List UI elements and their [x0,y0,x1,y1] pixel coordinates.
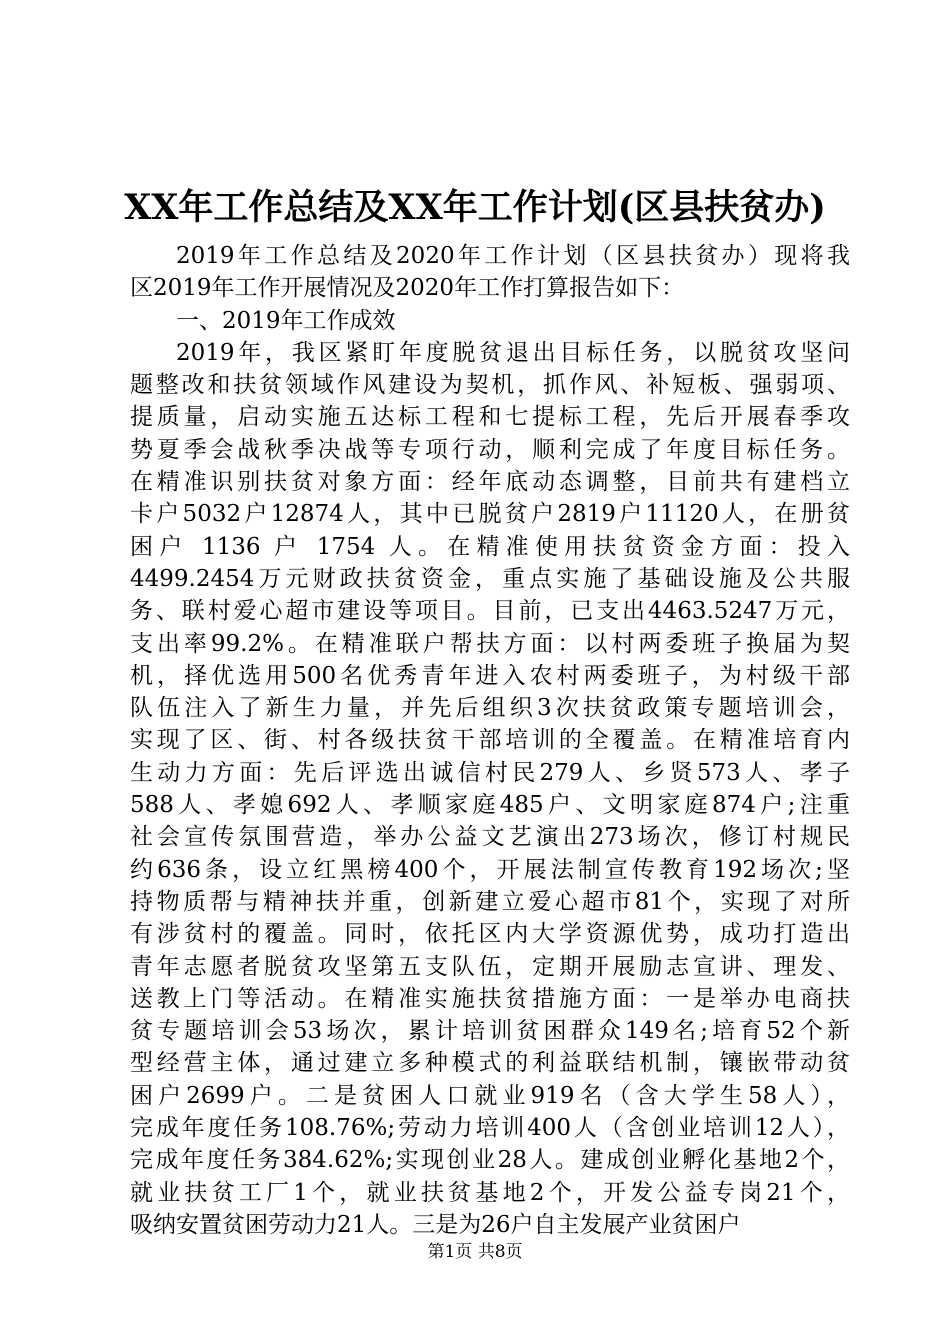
paragraph-line: 完成年度任务384.62%;实现创业28人。建成创业孵化基地2个， [130,1147,850,1174]
paragraph-line: 在精准识别扶贫对象方面：经年底动态调整，目前共有建档立 [130,469,850,496]
paragraph-line: 机，择优选用500名优秀青年进入农村两委班子，为村级干部 [130,662,850,689]
paragraph-line: 困户 1136 户 1754 人。在精准使用扶贫资金方面：投入 [130,533,850,560]
paragraph-line: 题整改和扶贫领域作风建设为契机，抓作风、补短板、强弱项、 [130,372,850,399]
paragraph-line: 区2019年工作开展情况及2020年工作打算报告如下： [130,275,685,302]
paragraph-line: 卡户5032户12874人，其中已脱贫户2819户11120人，在册贫 [130,501,850,528]
paragraph-line: 吸纳安置贫困劳动力21人。三是为26户自主发展产业贫困户 [130,1211,741,1238]
paragraph-line: 支出率99.2%。在精准联户帮扶方面：以村两委班子换届为契 [130,630,850,657]
paragraph-line: 提质量，启动实施五达标工程和七提标工程，先后开展春季攻 [130,404,850,431]
paragraph-line: 4499.2454万元财政扶贫资金，重点实施了基础设施及公共服 [130,565,850,592]
paragraph-line: 生动力方面：先后评选出诚信村民279人、乡贤573人、孝子 [130,759,850,786]
paragraph-line: 就业扶贫工厂1个，就业扶贫基地2个，开发公益专岗21个， [130,1179,850,1206]
paragraph-line: 约636条，设立红黑榜400个，开展法制宣传教育192场次;坚 [130,856,850,883]
paragraph-line: 2019年工作总结及2020年工作计划（区县扶贫办）现将我 [176,243,850,269]
section-heading: 一、2019年工作成效 [176,307,396,334]
page-number-footer: 第1页 共8页 [427,1242,523,1262]
paragraph-line: 青年志愿者脱贫攻坚第五支队伍，定期开展励志宣讲、理发、 [130,953,850,980]
paragraph-line: 588人、孝媳692人、孝顺家庭485户、文明家庭874户;注重 [130,792,850,819]
paragraph-line: 社会宣传氛围营造，举办公益文艺演出273场次，修订村规民 [130,824,850,851]
paragraph-line: 送教上门等活动。在精准实施扶贫措施方面：一是举办电商扶 [130,985,850,1012]
paragraph-line: 务、联村爱心超市建设等项目。目前，已支出4463.5247万元， [130,598,850,625]
paragraph-line: 有涉贫村的覆盖。同时，依托区内大学资源优势，成功打造出 [130,921,850,948]
paragraph-line: 完成年度任务108.76%;劳动力培训400人（含创业培训12人）， [130,1115,850,1142]
paragraph-line: 贫专题培训会53场次，累计培训贫困群众149名;培育52个新 [130,1018,850,1045]
paragraph-line: 队伍注入了新生力量，并先后组织3次扶贫政策专题培训会， [130,695,850,722]
paragraph-line: 势夏季会战秋季决战等专项行动，顺利完成了年度目标任务。 [130,436,850,463]
document-body [130,240,850,1241]
paragraph-line: 困户2699户。二是贫困人口就业919名（含大学生58人）， [130,1082,850,1109]
document-title: XX年工作总结及XX年工作计划(区县扶贫办) [124,187,826,228]
paragraph-line: 2019年，我区紧盯年度脱贫退出目标任务，以脱贫攻坚问 [176,339,850,366]
paragraph-line: 型经营主体，通过建立多种模式的利益联结机制，镶嵌带动贫 [130,1050,850,1077]
paragraph-line: 持物质帮与精神扶并重，创新建立爱心超市81个，实现了对所 [130,888,850,915]
paragraph-line: 实现了区、街、村各级扶贫干部培训的全覆盖。在精准培育内 [130,727,850,754]
